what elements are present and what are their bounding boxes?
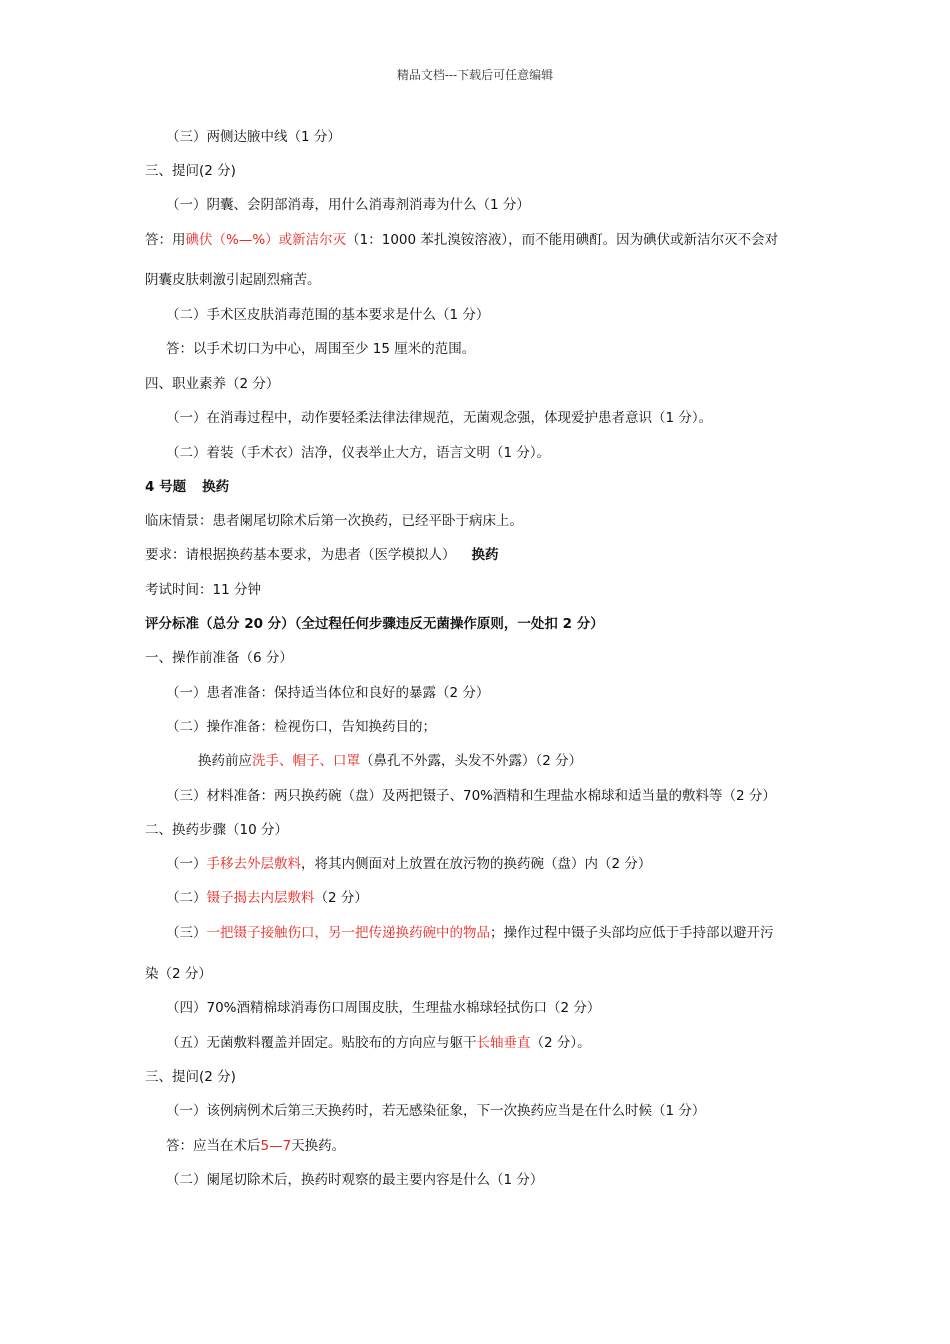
question-2: （二）手术区皮肤消毒范围的基本要求是什么（1 分） [166, 307, 490, 323]
section-preparation: 一、操作前准备（6 分） [145, 650, 293, 666]
answer-1: 答：用碘伏（%—%）或新洁尔灭（1：1000 苯扎溴铵溶液），而不能用碘酊。因为碘伏或新洁尔灭不会对 [145, 232, 779, 248]
page-header: 精品文档---下载后可任意编辑 [396, 68, 554, 82]
step-1: （一）手移去外层敷料，将其内侧面对上放置在放污物的换药碗（盘）内（2 分） [166, 856, 652, 872]
step-1-highlight: 手移去外层敷料 [206, 856, 301, 872]
section-questions-1: 三、提问(2 分) [145, 163, 236, 179]
section-professional: 四、职业素养（2 分） [145, 376, 280, 392]
step-3: （三）一把镊子接触伤口，另一把传递换药碗中的物品；操作过程中镊子头部均应低于手持部以避开污 [166, 925, 774, 941]
section-questions-2: 三、提问(2 分) [145, 1069, 236, 1085]
prep-hygiene: 换药前应洗手、帽子、口罩（鼻孔不外露，头发不外露）（2 分） [198, 753, 583, 769]
professional-1: （一）在消毒过程中，动作要轻柔法律法律规范，无菌观念强，体现爱护患者意识（1 分）。 [166, 410, 713, 426]
question-4: （二）阑尾切除术后，换药时观察的最主要内容是什么（1 分） [166, 1172, 544, 1188]
scoring-standard: 评分标准（总分 20 分）（全过程任何步骤违反无菌操作原则，一处扣 2 分） [145, 616, 604, 632]
question-3: （一）该例病例术后第三天换药时，若无感染征象，下一次换药应当是在什么时候（1 分） [166, 1103, 706, 1119]
step-5-highlight: 长轴垂直 [476, 1035, 531, 1051]
section-steps: 二、换药步骤（10 分） [145, 822, 288, 838]
answer-3: 答：应当在术后5—7天换药。 [166, 1138, 346, 1154]
step-5: （五）无菌敷料覆盖并固定。贴胶布的方向应与躯干长轴垂直（2 分）。 [166, 1035, 591, 1051]
answer-1-cont: 阴囊皮肤刺激引起剧烈痛苦。 [145, 272, 321, 288]
professional-2: （二）着装（手术衣）洁净，仪表举止大方，语言文明（1 分）。 [166, 445, 551, 461]
step-2: （二）镊子揭去内层敷料（2 分） [166, 890, 368, 906]
answer-3-highlight: 5—7 [260, 1138, 292, 1154]
clinical-scenario: 临床情景：患者阑尾切除术后第一次换药，已经平卧于病床上。 [145, 513, 523, 529]
step-3-cont: 染（2 分） [145, 966, 212, 982]
question-1: （一）阴囊、会阴部消毒，用什么消毒剂消毒为什么（1 分） [166, 197, 530, 213]
prep-materials: （三）材料准备：两只换药碗（盘）及两把镊子、70%酒精和生理盐水棉球和适当量的敷料等（2 分） [166, 788, 776, 804]
hygiene-highlight: 洗手、帽子、口罩 [252, 753, 360, 769]
prep-patient: （一）患者准备：保持适当体位和良好的暴露（2 分） [166, 685, 490, 701]
exam-time: 考试时间：11 分钟 [145, 582, 261, 598]
step-3-highlight: 一把镊子接触伤口，另一把传递换药碗中的物品 [206, 925, 490, 941]
prep-operation: （二）操作准备：检视伤口，告知换药目的； [166, 719, 436, 735]
answer-1-highlight: 碘伏（%—%）或新洁尔灭 [185, 232, 347, 248]
problem-title: 4 号题 换药 [145, 479, 230, 495]
step-2-highlight: 镊子揭去内层敷料 [206, 890, 315, 906]
item-both-sides: （三）两侧达腋中线（1 分） [166, 129, 341, 145]
requirement: 要求：请根据换药基本要求，为患者（医学模拟人） 换药 [145, 547, 499, 563]
step-4: （四）70%酒精棉球消毒伤口周围皮肤，生理盐水棉球轻拭伤口（2 分） [166, 1000, 601, 1016]
answer-2: 答：以手术切口为中心，周围至少 15 厘米的范围。 [166, 341, 476, 357]
